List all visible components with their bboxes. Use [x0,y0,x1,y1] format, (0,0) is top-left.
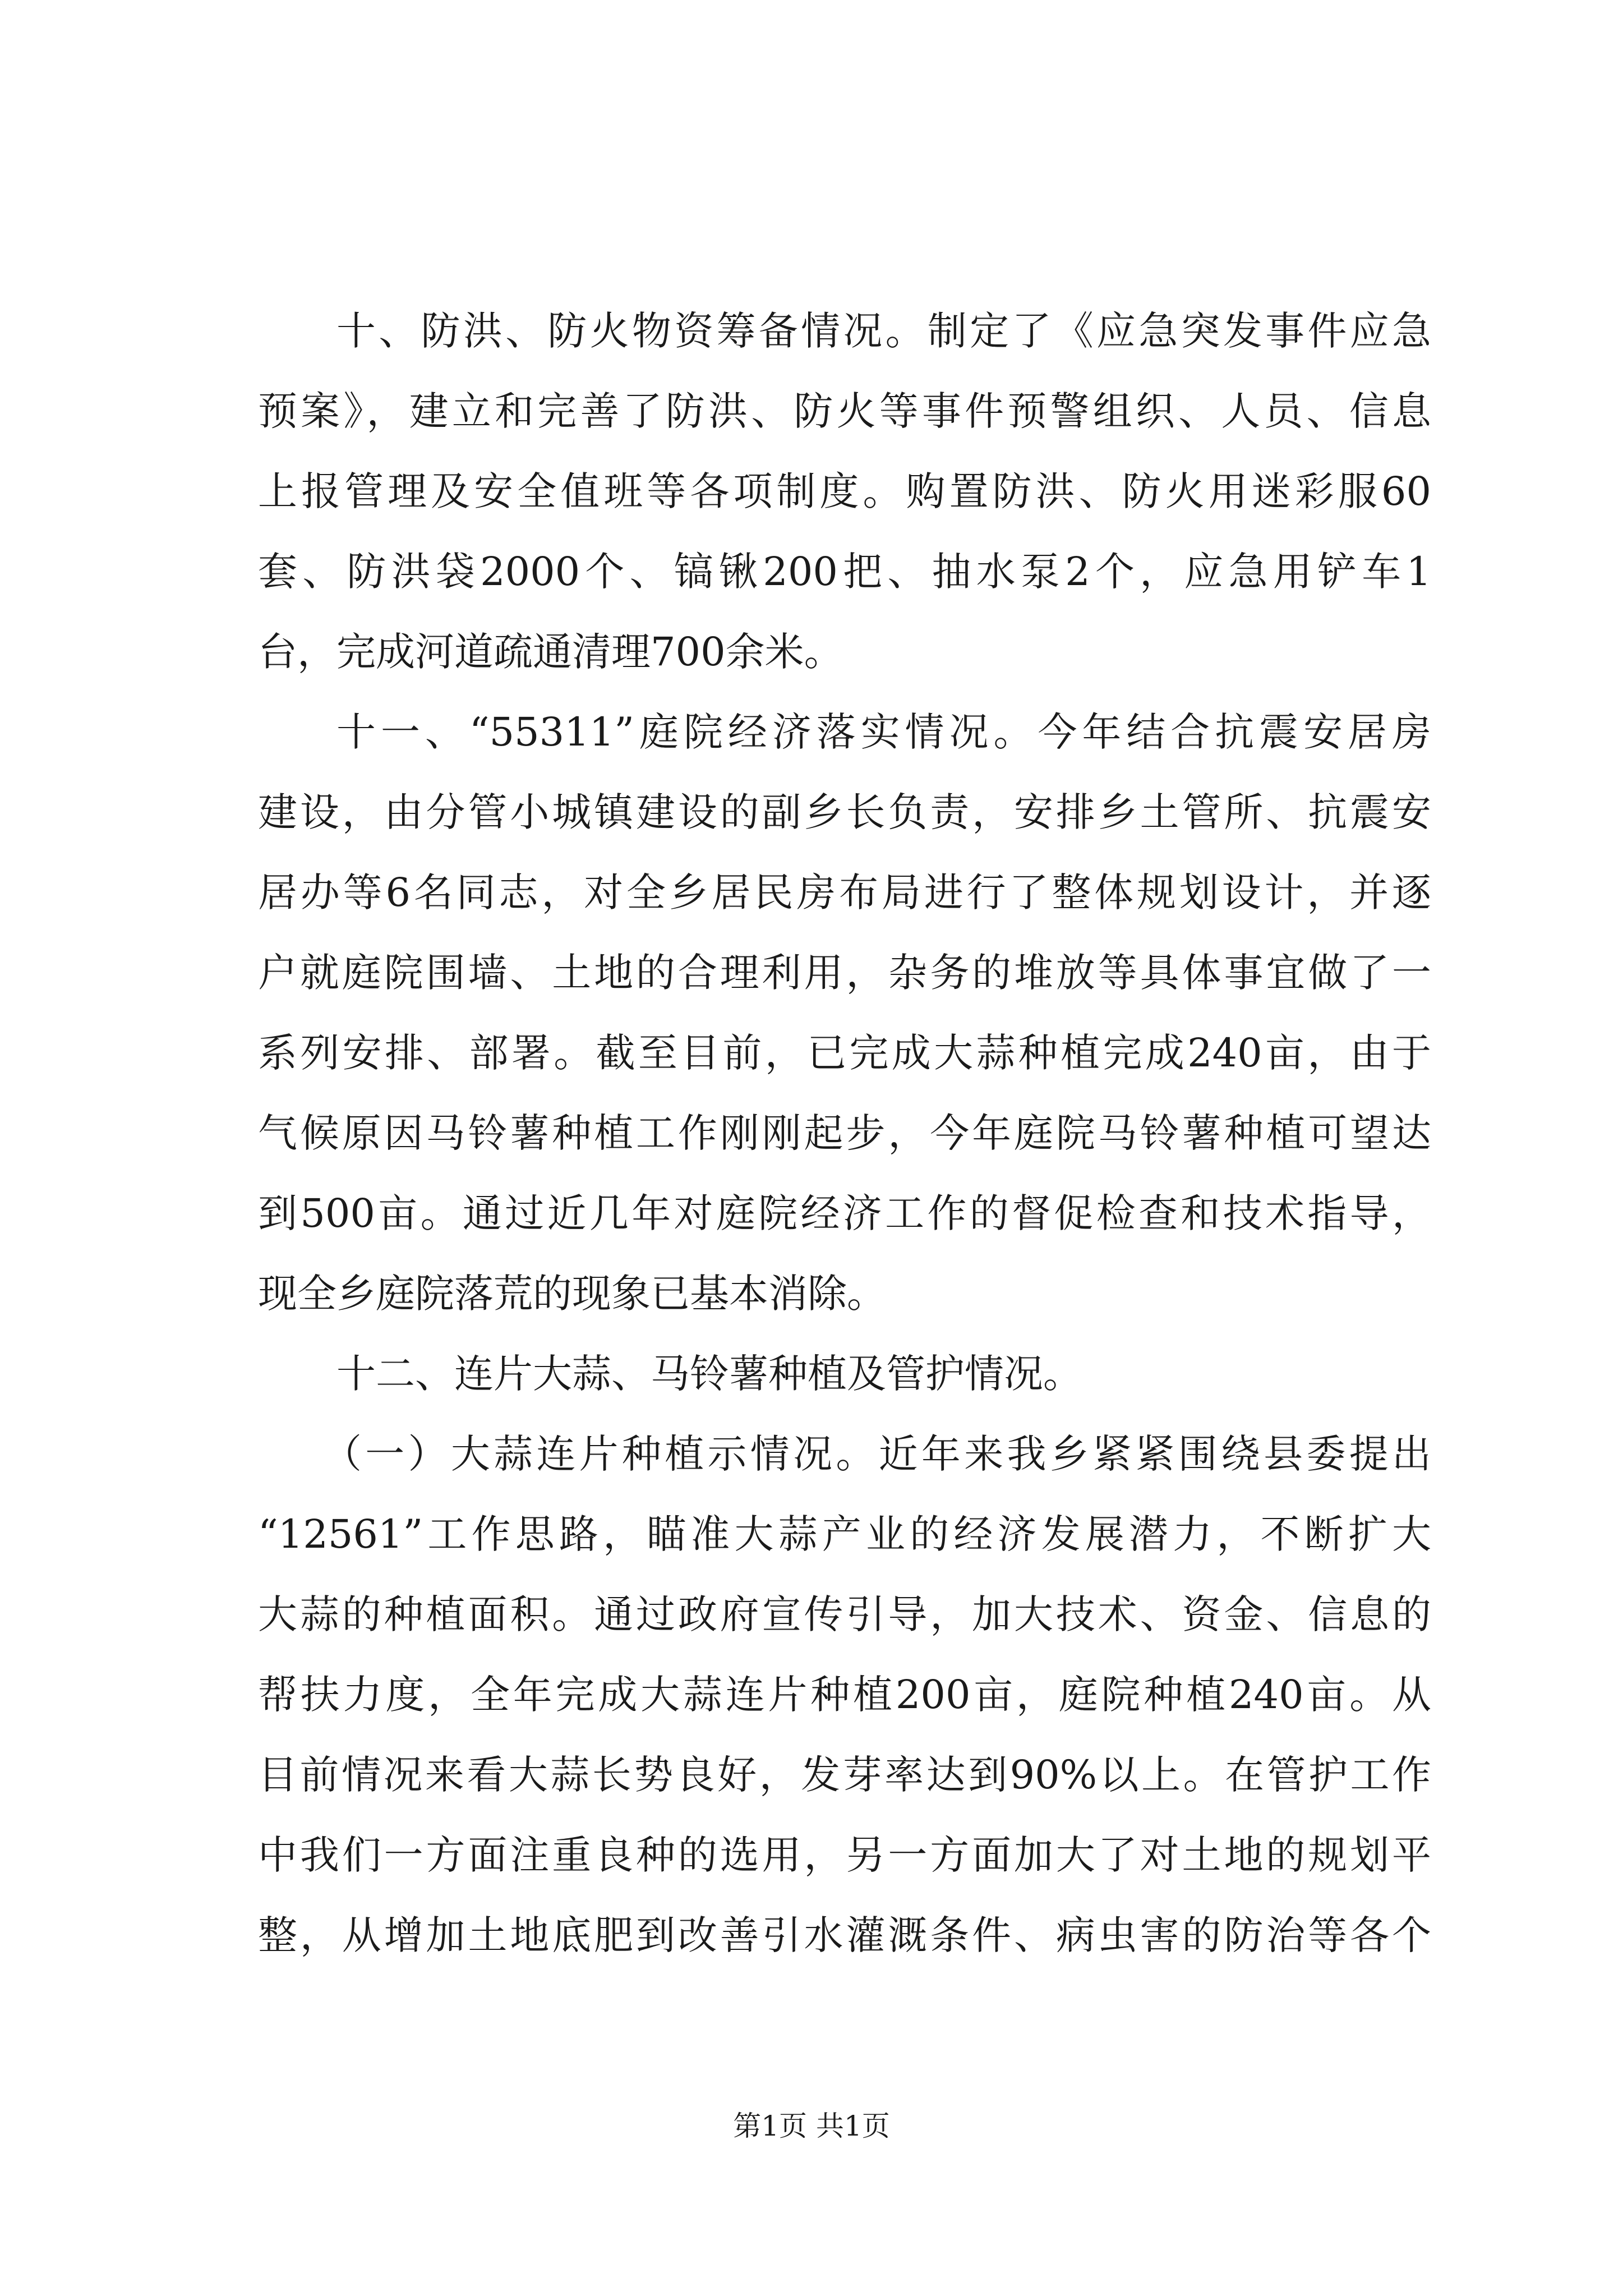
section-heading: 十二、连片大蒜、马铃薯种植及管护情况。 [336,1351,1082,1397]
text-line: 到500亩。通过近几年对庭院经济工作的督促检查和技术指导， [258,1190,1431,1236]
text-line: 系列安排、部署。截至目前，已完成大蒜种植完成240亩，由于 [258,1030,1431,1076]
text-line: 气候原因马铃薯种植工作刚刚起步，今年庭院马铃薯种植可望达 [258,1110,1431,1156]
text-line: 十一、“55311”庭院经济落实情况。今年结合抗震安居房 [336,709,1431,755]
text-line: 居办等6名同志，对全乡居民房布局进行了整体规划设计，并逐 [258,869,1431,915]
text-line: 大蒜的种植面积。通过政府宣传引导，加大技术、资金、信息的 [258,1591,1431,1637]
text-line: 中我们一方面注重良种的选用，另一方面加大了对土地的规划平 [258,1832,1431,1878]
text-line: 十、防洪、防火物资筹备情况。制定了《应急突发事件应急 [336,308,1431,354]
text-line: 预案》，建立和完善了防洪、防火等事件预警组织、人员、信息 [258,388,1431,434]
text-line: 套、防洪袋2000个、镐锹200把、抽水泵2个，应急用铲车1 [258,549,1431,595]
text-line: 现全乡庭院落荒的现象已基本消除。 [258,1271,886,1317]
text-line: （一）大蒜连片种植示情况。近年来我乡紧紧围绕县委提出 [322,1431,1431,1477]
text-line: 整，从增加土地底肥到改善引水灌溉条件、病虫害的防治等各个 [258,1912,1431,1958]
text-line: “12561”工作思路，瞄准大蒜产业的经济发展潜力，不断扩大 [258,1511,1431,1557]
page-number-footer: 第1页 共1页 [733,2110,890,2142]
text-line: 帮扶力度，全年完成大蒜连片种植200亩，庭院种植240亩。从 [258,1672,1431,1718]
text-line: 台，完成河道疏通清理700余米。 [258,629,843,675]
text-line: 上报管理及安全值班等各项制度。购置防洪、防火用迷彩服60 [258,468,1431,514]
text-line: 目前情况来看大蒜长势良好，发芽率达到90%以上。在管护工作 [258,1752,1431,1798]
text-line: 建设，由分管小城镇建设的副乡长负责，安排乡土管所、抗震安 [258,789,1431,835]
text-line: 户就庭院围墙、土地的合理利用，杂务的堆放等具体事宜做了一 [258,950,1431,996]
